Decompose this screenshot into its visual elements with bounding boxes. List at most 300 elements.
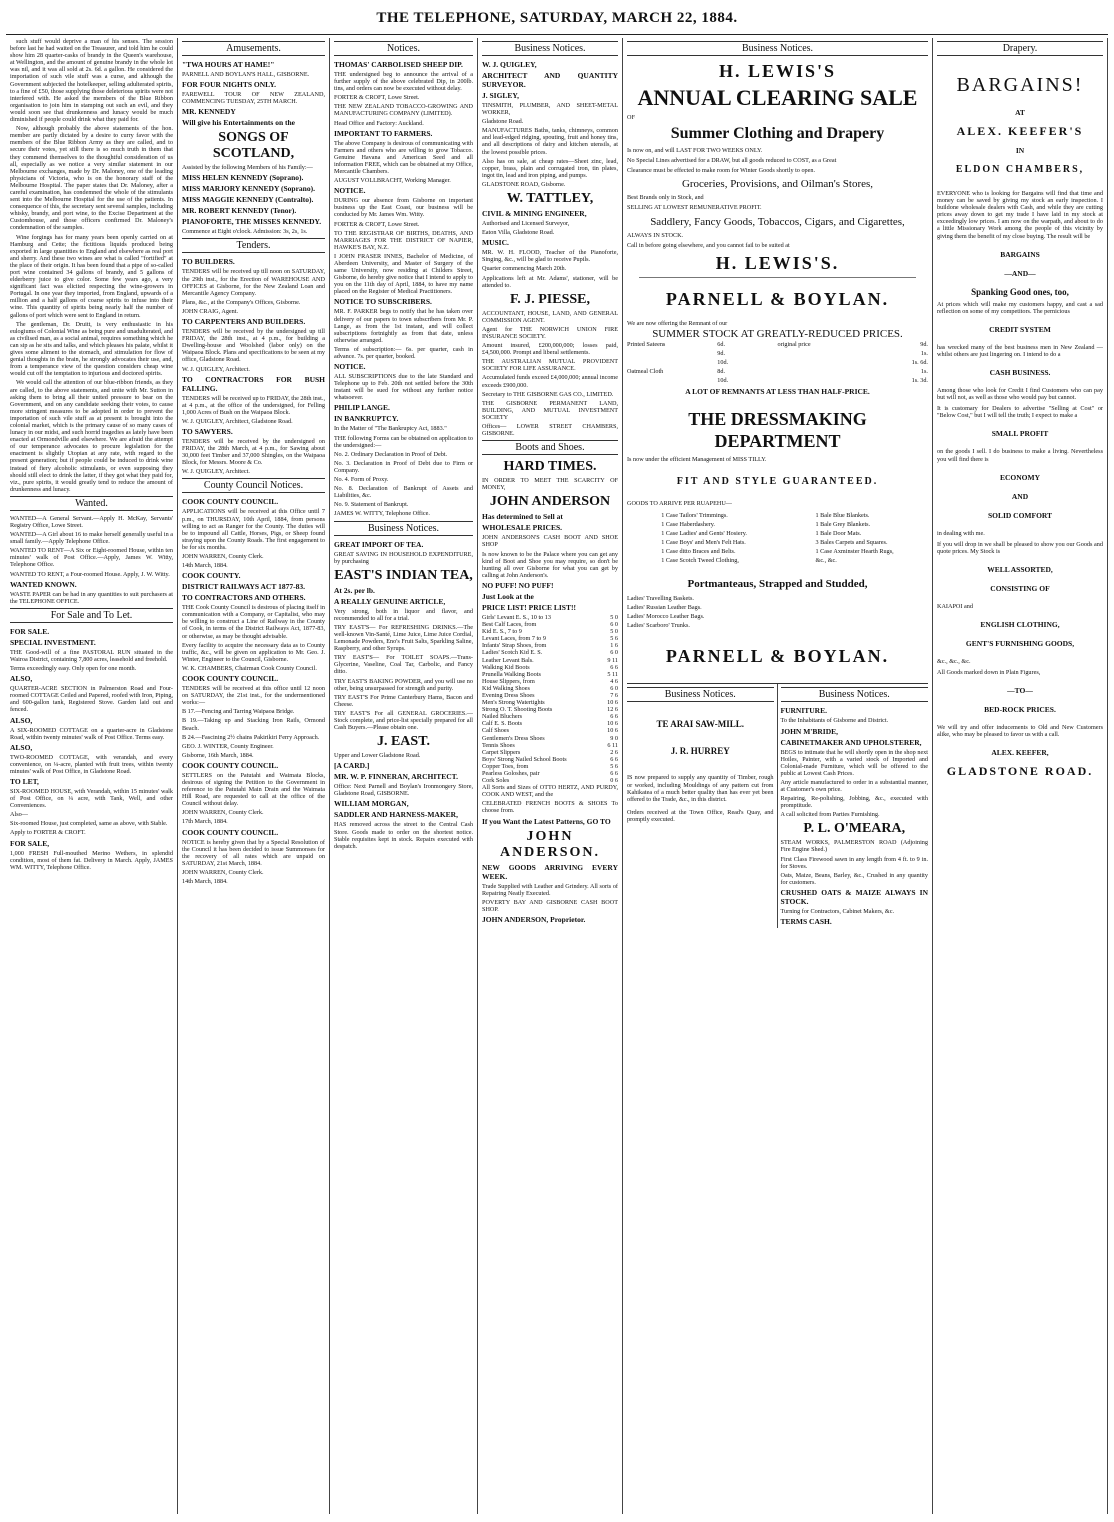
drapery-ad-line: ALEX. KEEFER, — [991, 748, 1049, 758]
price-value: 5 0 — [610, 628, 618, 636]
lewis-ad-line: Clearance must be effected to make room for Winter Goods shortly to open. — [627, 167, 816, 175]
column-drapery — [933, 38, 1108, 1514]
business-ad-line: Eaton Villa, Gladstone Road. — [482, 229, 555, 237]
price-row — [482, 657, 618, 664]
column-business — [478, 38, 623, 1514]
price-item: Walking Kid Boots — [482, 663, 530, 671]
section-county: County Council Notices. — [182, 478, 325, 493]
business-ad-line: Authorised and Licensed Surveyor, — [482, 220, 570, 228]
price-row — [482, 777, 618, 784]
drapery-ad-line: —TO— — [1007, 686, 1033, 696]
price-row — [482, 635, 618, 642]
county-notice: Gisborne, 16th March, 1884. — [182, 751, 254, 759]
county-notice: JOHN WARREN, County Clerk. — [182, 868, 264, 876]
drapery-ad-line: BED-ROCK PRICES. — [984, 705, 1056, 715]
sawmill-ad-line: TE ARAI SAW-MILL. — [656, 719, 744, 730]
drapery-ad-line: —AND— — [1004, 268, 1036, 278]
lewis-ad-line: SELLING AT LOWEST REMUNERATIVE PROFIT. — [627, 204, 762, 212]
furniture-ad-line: JOHN M'BRIDE, — [780, 726, 839, 736]
amusement-line: MR. ROBERT KENNEDY (Tenor). — [182, 206, 297, 216]
masthead: THE TELEPHONE, SATURDAY, MARCH 22, 1884. — [376, 10, 738, 26]
drapery-ad-line: GENT'S FURNISHING GOODS, — [965, 638, 1075, 648]
boots-ad-line: POVERTY BAY AND GISBORNE CASH BOOT SHOP. — [482, 898, 618, 913]
boots-ad-line: JOHN ANDERSON. — [499, 828, 601, 860]
price-item: Boys' Strong Nailed School Boots — [482, 755, 567, 763]
furniture-ad-line: Oats, Maize, Beans, Barley, &c., Crushed in any quantity for customers. — [780, 871, 928, 886]
price-item: Strong O. T. Shooting Boots — [482, 706, 553, 714]
tender-notice: TO BUILDERS. — [182, 257, 235, 267]
goods-item: 1 Case Tailors' Trimmings. — [661, 511, 728, 519]
amusement-line: PARNELL AND BOYLAN'S HALL, GISBORNE. — [182, 71, 310, 78]
column-notices — [330, 38, 478, 1514]
price-value: 10 6 — [607, 699, 618, 707]
card-ad-line: HAS removed across the street to the Central Cash Store. Goods made to order on the shortest notice. Stable requisites kept in stock. Repairs executed with despatch. — [334, 821, 473, 850]
classified-ad: THE Good-will of a fine PASTORAL RUN situated in the Wairoa District, containing 7,800 acres, leasehold and freehold. — [10, 648, 173, 663]
dressmaking-ad-line: THE DRESSMAKING DEPARTMENT — [688, 409, 867, 452]
drapery-ad-line: ENGLISH CLOTHING, — [980, 619, 1060, 629]
drapery-ad-line: If you will drop in we shall be pleased to show you our Goods and quote prices. My Stock is — [937, 540, 1103, 555]
sawmill-ad-line: Orders received at the Town Office, Read's Quay, and promptly executed. — [627, 808, 774, 823]
remnant-cell — [627, 359, 717, 366]
notice: DURING our absence from Gisborne on important business up the East Coast, our business will be conducted by Mr. James Wm. Witty. — [334, 197, 473, 219]
amusement-line: PIANOFORTE, THE MISSES KENNEDY. — [182, 217, 322, 227]
remnant-cell — [777, 350, 867, 357]
portmanteau-ad-line: Portmanteaus, Strapped and Studded, — [687, 578, 868, 591]
furniture-ad-line: First Class Firewood sawn in any length from 4 ft. to 9 in. for Stoves. — [780, 855, 928, 870]
tender-notice: JOHN CRAIG, Agent. — [182, 307, 239, 315]
county-notice: COOK COUNTY COUNCIL. — [182, 827, 279, 837]
portmanteau-ad-line: Ladies' Scarboro' Trunks. — [627, 622, 690, 630]
drapery-ad-line: At prices which will make my customers happy, and cast a sad reflection on some of my competitors. The pernicious — [937, 300, 1103, 315]
dressmaking-ad-line: Is now under the efficient Management of MISS TILLY. — [627, 456, 767, 464]
section-business: Business Notices. — [334, 521, 473, 536]
sawmill-ad-line: J. R. HURREY — [670, 746, 730, 757]
tea-ad-line: EAST'S INDIAN TEA, — [334, 567, 473, 583]
amusement-line: Commence at Eight o'clock. Admission: 3s, 2s, 1s. — [182, 228, 308, 236]
county-notice: JOHN WARREN, County Clerk. — [182, 809, 264, 817]
drapery-ad-line: EVERYONE who is looking for Bargains will find that time and money can be saved by giving my stock an early inspection. I buildone wholesale dealers with Cash, and while they are cutting prices away down to get my trade I have laid in my stock at exceedingly low prices. I am now on the warpath, and about to do a little Missionary Work among the people of this vicinity by giving them the benefit of my close buying. The result will be — [937, 190, 1103, 240]
goods-item: 1 Bale Blue Blankets. — [815, 511, 870, 519]
county-notice: B 19.—Taking up and Stacking Iron Rails, Ormond Beach. — [182, 717, 325, 732]
tender-notice: TENDERS will be received by the undersigned on FRIDAY, the 28th March, at 4 p.m., for Sawing about 30,000 feet Timber and 37,000 Shingles, on the Waipaoa Block, for Messrs. Moore & Co. — [182, 437, 325, 467]
amusement-line: "TWA HOURS AT HAME!" — [182, 60, 275, 69]
price-row — [482, 628, 618, 635]
remnant-cell: 1s. 3d. — [911, 377, 928, 385]
notice: THE undersigned beg to announce the arrival of a further supply of the above celebrated Dip, in 200lb. tins, and orders can now be executed without delay. — [334, 71, 473, 93]
article-paragraph: Wine forgings has for many years been openly carried on at Hamburg and Cette; the fictitious liquids produced being exported in large quantities to England and elsewhere as real port and sherry. And these two wines are what is called "fortified" at the place of their origin. It has been found that a pipe of so-called port wine contained 34 gallons of brandy, and 5 gallons of elderberry juice to give color. Some few years ago, a very significant fact was elicited respecting the wine-growers in Portugal. In one year they imported, from England, upwards of a million and a half gallons of coarse spirits to infuse into their wine. This quantity of spirits being nearly half the number of gallons of port which were sent to England in return. — [10, 233, 173, 319]
goods-item: 1 Case Ladies' and Gents' Hosiery. — [661, 529, 747, 537]
notice: THE following Forms can be obtained on application to the undersigned:— — [334, 434, 473, 449]
business-ad-line: Secretary to THE GISBORNE GAS CO., LIMITED. — [482, 390, 614, 398]
furniture-ad-line: Repairing, Re-polishing, Jobbing, &c., executed with promptitude. — [780, 795, 928, 810]
classified-ad: ALSO, — [10, 674, 33, 684]
price-value: 9 0 — [610, 734, 618, 742]
section-sale: For Sale and To Let. — [10, 608, 173, 623]
furniture-ad-line: TERMS CASH. — [780, 917, 832, 927]
drapery-ad-line: BARGAINS — [1000, 249, 1040, 259]
notice: In the Matter of "The Bankruptcy Act, 1883." — [334, 425, 447, 433]
price-row — [482, 756, 618, 763]
remnant-cell: 1s. — [920, 349, 928, 357]
price-item: Nailed Bluchers — [482, 713, 523, 721]
boots-ad-line: PRICE LIST! PRICE LIST!! — [482, 602, 576, 612]
section-tenders: Tenders. — [182, 238, 325, 253]
price-value: 4 6 — [610, 677, 618, 685]
notice: MR. F. PARKER begs to notify that he has taken over delivery of our papers to town subscribers from Mr. P. Lange, as from the 1st instant, and will collect subscriptions fortnightly as from that date, unless otherwise arranged. — [334, 308, 473, 344]
remnant-cell — [777, 368, 867, 375]
drapery-ad-line: We will try and offer inducements to Old and New Customers alike, who may be pleased to favor us with a call. — [937, 724, 1103, 739]
boots-ad-line: Has determined to Sell at — [482, 512, 563, 522]
column-amusements — [178, 38, 330, 1514]
notice: FORTER & CROFT, Lowe Street. — [334, 94, 420, 102]
dressmaking-ad-line: GOODS TO ARRIVE PER RUAPEHU— — [627, 500, 732, 508]
amusement-line: Will give his Entertainments on the — [182, 118, 295, 128]
price-row — [482, 749, 618, 756]
price-item: Copper Toes, from — [482, 762, 529, 770]
price-row — [482, 614, 618, 621]
classified-ad: Terms exceedingly easy. Only open for one month. — [10, 665, 137, 673]
boots-ad-line: CELEBRATED FRENCH BOOTS & SHOES To choose from. — [482, 800, 618, 815]
boots-ad-line: If you Want the Latest Patterns, GO TO — [482, 816, 611, 826]
classified-ad: TO LET, — [10, 776, 39, 786]
county-notice: B 24.—Fascining 2½ chains Pakirikiri Ferry Approach. — [182, 733, 320, 741]
notice: NOTICE TO SUBSCRIBERS. — [334, 297, 432, 307]
tender-notice: Plans, &c., at the Company's Offices, Gisborne. — [182, 298, 301, 306]
price-item: Pearless Goloshes, pair — [482, 770, 540, 777]
remnant-cell — [627, 350, 717, 357]
price-value: 2 6 — [610, 748, 618, 756]
tea-ad-line: A REALLY GENUINE ARTICLE, — [334, 596, 446, 606]
section-amusements: Amusements. — [182, 41, 325, 56]
remnant-cell — [777, 377, 867, 384]
price-value: 6 0 — [610, 621, 618, 629]
boots-ad-line: Just Look at the — [482, 591, 534, 601]
tender-notice: W. J. QUIGLEY, Architect, Gladstone Road. — [182, 417, 293, 425]
notice: NOTICE. — [334, 362, 366, 372]
business-ad-line: ACCOUNTANT, HOUSE, LAND, AND GENERAL COMMISSION AGENT. — [482, 309, 618, 324]
drapery-ad-line: IN — [1015, 146, 1025, 155]
dressmaking-ad-line: FIT AND STYLE GUARANTEED. — [676, 476, 879, 488]
tender-notice: TENDERS will be received up to FRIDAY, the 28th inst., at 4 p.m., at the office of the undersigned, for Felling 1,000 Acres of Bush on the Waipaoa Block. — [182, 394, 325, 416]
furniture-ad-line: BEGS to intimate that he will shortly open in the shop next Hoiles, Painter, with a varied stock of Imported and Colonial-made Furniture, which will be offered to the public at Lowest Cash Prices. — [780, 748, 928, 777]
notice: PHILIP LANGE. — [334, 403, 390, 413]
tender-notice: W. J. QUIGLEY, Architect. — [182, 468, 250, 476]
drapery-ad-line: Among those who look for Credit I find Customers who can pay but will not, as well as those who would pay but cannot. — [937, 387, 1103, 402]
drapery-ad-line: It is customary for Dealers to advertise "Selling at Cost" or "Below Cost," but I will tell the truth; I expect to make a — [937, 405, 1103, 420]
remnant-row — [627, 377, 928, 384]
price-row — [482, 678, 618, 685]
boots-ad-line: Trade Supplied with Leather and Grindery. All sorts of Repairing Neatly Executed. — [482, 882, 618, 897]
drapery-ad-line: CREDIT SYSTEM — [989, 324, 1051, 334]
lewis-ad-line: OF — [627, 114, 635, 121]
remnant-row — [627, 350, 928, 357]
tender-notice: TENDERS will be received by the undersigned up till FRIDAY, the 28th inst., at 4 p.m., for building a Dwelling-house and Woolshed (labor only) on the Waipaoa Block. Plans and specifications to be seen at my office, Gladstone Road. — [182, 328, 325, 364]
easts-ad-line: TRY EAST'S— For TOILET SOAPS.—Trans-Glycerine, Vaseline, Coal Tar, Carbolic, and Fancy ditto. — [334, 654, 473, 676]
county-notice: JOHN WARREN, County Clerk. — [182, 553, 264, 560]
price-item: Ladies' Scotch Kid E. S. — [482, 649, 543, 657]
classified-ad: WANTED—A Girl about 16 to make herself generally useful in a small family.—Apply Telephone Office. — [10, 531, 173, 546]
business-ad-line: W. J. QUIGLEY, — [482, 60, 537, 69]
remnant-cell — [627, 377, 717, 384]
price-row — [482, 642, 618, 649]
price-value: 0 6 — [610, 777, 618, 785]
remnant-cell — [777, 359, 867, 366]
lewis-ad-line: Summer Clothing and Drapery — [670, 125, 885, 143]
classified-ad: QUARTER-ACRE SECTION in Palmerston Road and Four-roomed COTTAGE Ceiled and Papered, roofed with Iron, Piping, and 600-gallon tank, Registered Stove. Garden laid out and fenced. — [10, 685, 173, 714]
county-notice: TENDERS will be received at this office until 12 noon on SATURDAY, the 21st inst., for the undermentioned works:— — [182, 685, 325, 707]
article-paragraph: such stuff would deprive a man of his senses. The session before last he had waited on the Treasurer, and told him he could show him 28 quarter-casks of brandy in the Queen's warehouse, at Wellington, and the amount of genuine brandy in the whole lot was nil, and it was all sold at 2s. 6d. a gallon. He considered the importation of such vile stuff was a curse, and although the Government subjected the hotelkeeper, selling adulterated spirits, to a fine of £50, those supplying those deleterious spirits were not interfered with. He asked the members of the Blue Ribbon organisation to join him in stamping out such an evil, and they would soon see that drunkenness and lunacy would be much diminished if people could drink what they paid for. — [10, 38, 173, 124]
card-ad-line: SADDLER AND HARNESS-MAKER, — [334, 810, 458, 820]
business-ad-line: Applications left at Mr. Adams', stationer, will be attended to. — [482, 274, 618, 289]
furniture-ad-line: A call solicited from Parties Furnishing. — [780, 811, 880, 819]
business-ad-line: Quarter commencing March 20th. — [482, 265, 567, 273]
furniture-ad-line: P. L. O'MEARA, — [803, 821, 906, 837]
lewis-ad-line: Call in before going elsewhere, and you cannot fail to be suited at — [627, 241, 790, 249]
boots-ad-line: IN ORDER TO MEET THE SCARCITY OF MONEY, — [482, 477, 618, 492]
parnell-ad-line: PARNELL & BOYLAN. — [665, 288, 890, 309]
price-item: House Slippers, from — [482, 677, 535, 685]
price-item: Tennis Shoes — [482, 741, 515, 749]
goods-item: 3 Bales Carpets and Squares. — [815, 538, 888, 546]
goods-item: 1 Bale Grey Blankets. — [815, 520, 871, 528]
price-value: 6 11 — [607, 741, 618, 749]
card-ad-line: Office: Next Parnell and Boylan's Ironmongery Store, Gladstone Road, GISBORNE. — [334, 783, 473, 798]
business-ad-line: Also has on sale, at cheap rates—Sheet zinc, lead, copper, brass, plain and corrugated iron, tin plates, ingot tin, lead and iron piping, and pumps. — [482, 157, 618, 179]
tender-notice: TO CARPENTERS AND BUILDERS. — [182, 317, 306, 327]
notice: FORTER & CROFT, Lowe Street. — [334, 220, 420, 228]
price-item: Calf E. S. Boots — [482, 720, 523, 728]
business-ad-line: MUSIC. — [482, 238, 509, 248]
remnant-cell: original price — [777, 340, 811, 348]
drapery-ad-line: on the goods I sell. I do business to make a living. Nevertheless you will find there is — [937, 448, 1103, 463]
price-row — [482, 685, 618, 692]
price-value: 6 6 — [610, 770, 618, 777]
notice: No. 3. Declaration in Proof of Debt due to Firm or Company. — [334, 459, 473, 474]
section-business-3: Business Notices. — [627, 41, 928, 56]
business-ad-line: F. J. PIESSE, — [509, 291, 590, 307]
drapery-ad-line: CONSISTING OF — [990, 583, 1050, 593]
business-ad-line: MR. W. H. FLOOD, Teacher of the Pianoforte, Singing, &c., will be glad to receive Pupils. — [482, 249, 618, 264]
tea-ad-line: GREAT IMPORT OF TEA. — [334, 539, 424, 549]
business-ad-line: CIVIL & MINING ENGINEER, — [482, 209, 587, 219]
portmanteau-ad-line: PARNELL & BOYLAN. — [665, 646, 890, 667]
tea-ad-line: At 2s. per lb. — [334, 585, 375, 595]
price-value: 6 6 — [610, 663, 618, 671]
classified-ad: WANTED TO RENT, a Four-roomed House. Apply, J. W. Witty. — [10, 570, 170, 578]
easts-ad-line: TRY EAST'S— For REFRESHING DRINKS.—The well-known Vin-Santé, Lime Juice, Lime Juice Cordial, Lemonade Powders, Eno's Fruit Salts, Sparkling Saline, Raspberry, and other Syrups. — [334, 623, 473, 653]
notice: The above Company is desirous of communicating with Farmers and others who are willing to grow Tobacco. Genuine Havana and American Seed and all information FREE, which can be obtained at my Office, Mercantile Chambers. — [334, 139, 473, 176]
amusement-line: MISS MARJORY KENNEDY (Soprano). — [182, 184, 315, 194]
county-notice: B 17.—Fencing and Tarring Waipaoa Bridge. — [182, 708, 295, 716]
notice: THE NEW ZEALAND TOBACCO-GROWING AND MANUFACTURING COMPANY (LIMITED). — [334, 103, 473, 118]
section-business-2: Business Notices. — [482, 41, 618, 56]
furniture-ad-line: Any article manufactured to order in a substantial manner, at Customer's own price. — [780, 778, 928, 793]
goods-item: 1 Case ditto Braces and Belts. — [661, 547, 736, 555]
price-row — [482, 649, 618, 656]
drapery-ad-line: Spanking Good ones, too, — [971, 286, 1069, 297]
boots-ad-line: JOHN ANDERSON, Proprietor. — [482, 914, 586, 924]
county-notice: 14th March, 1884. — [182, 878, 228, 885]
price-row — [482, 727, 618, 734]
price-row — [482, 742, 618, 749]
county-notice: COOK COUNTY. — [182, 571, 241, 581]
classified-ad: FOR SALE, — [10, 838, 50, 848]
sawmill-ad-line: IS now prepared to supply any quantity of Timber, rough or worked, including Mouldings of any pattern cut from Kahikatea of a much better quality than has ever yet been offered to the Trade, &c., in this district. — [627, 774, 774, 803]
remnant-cell: Oatmeal Cloth — [627, 368, 664, 376]
lewis-ad-line: H. LEWIS'S — [718, 61, 837, 81]
remnant-row — [627, 341, 928, 348]
county-notice: Every facility to acquire the necessary data as to County traffic, &c., will be given on application to Mr. Geo. J. Winter, Engineer to the Council, Gisborne. — [182, 641, 325, 663]
drapery-ad-line: WELL ASSORTED, — [987, 564, 1053, 574]
drapery-ad-line: SMALL PROFIT — [991, 429, 1049, 439]
classified-ad: Apply to FORTER & CROFT. — [10, 829, 86, 837]
lewis-ad-line: No Special Lines advertised for a DRAW, but all goods reduced to COST, as a Great — [627, 157, 837, 165]
amusement-line: Assisted by the following Members of his Family:— — [182, 164, 313, 172]
classified-ad: SIX-ROOMED HOUSE, with Verandah, within 15 minutes' walk of Post Office, on ¼ acre, with Tank, Well, and other Conveniences. — [10, 787, 173, 810]
classified-ad: Six-roomed House, just completed, same as above, with Stable. — [10, 820, 168, 828]
classified-ad: FOR SALE. — [10, 626, 50, 636]
furniture-ad-line: STEAM WORKS, PALMERSTON ROAD (Adjoining Fire Engine Shed.) — [780, 839, 928, 854]
furniture-ad-line: FURNITURE. — [780, 706, 827, 716]
drapery-ad-line: GLADSTONE ROAD. — [946, 764, 1094, 779]
notice: Terms of subscription:— 6s. per quarter, cash in advance. 7s. per quarter, booked. — [334, 345, 473, 360]
county-notice: APPLICATIONS will be received at this Office until 7 p.m., on THURSDAY, 10th April, 1884, from persons willing to act as Ranger for the County. The duties will be to impound all Cattle, Horses, Pigs, or Sheep found straying upon the County Roads. The first engagement to be for six months. — [182, 508, 325, 551]
boots-ad-line: WHOLESALE PRICES. — [482, 523, 563, 533]
lewis-ad-line: Groceries, Provisions, and Oilman's Stores, — [681, 178, 874, 191]
business-ad-line: ARCHITECT AND QUANTITY SURVEYOR. — [482, 71, 618, 89]
article-paragraph: We would call the attention of our blue-ribbon friends, as they are called, to the above statements, and unite with Mr. Sutton in asking them to bring all their united pressure to bear on the Government, and on any candidate seeking their votes, to cause more stringent measures to be adopted in order to prevent the importation of such vile stuff as at present is brought into the colonial market, which is the primary cause of so many cases of lunacy in our midst, and such horrid tragedies as lately have been enacted at Ormondville and elsewhere. We are afraid the attempt of our temperance advocates to procure legislation for the enactment is slightly Utopian at any rate, with regard to the present generation; but if people could be induced to drink wine instead of fiery alcoholic stimulants, or even supposing they should still elect to drink the latter, if they got what they paid for, viz., pure spirits, it would greatly tend to reduce the amount of drunkenness and lunacy. — [10, 379, 173, 493]
county-notice: 17th March, 1884. — [182, 818, 228, 826]
drapery-ad-line: ELDON CHAMBERS, — [955, 164, 1085, 175]
county-notice: COOK COUNTY COUNCIL. — [182, 497, 279, 507]
amusement-line: FOR FOUR NIGHTS ONLY. — [182, 80, 277, 90]
notice: NOTICE. — [334, 186, 366, 196]
lewis-ad-line: ANNUAL CLEARING SALE — [637, 85, 918, 110]
drapery-ad-line: AND — [1011, 491, 1029, 501]
boots-ad-line: All Sorts and Sizes of OTTO HERTZ, AND PURDY, COOK AND WEST, and the — [482, 784, 618, 799]
furniture-ad-line: Turning for Contractors, Cabinet Makers, &c. — [780, 907, 895, 915]
price-item: Cork Soles — [482, 777, 510, 785]
notice: No. 2. Ordinary Declaration in Proof of Debt. — [334, 450, 448, 458]
drapery-ad-line: KAIAPOI and — [937, 602, 973, 610]
county-notice: THE Cook County Council is desirous of placing itself in communication with a Company, or Capitalist, who may be willing to construct a Line of Railway in the County of Cook, in terms of the District Railways Act, 1877-83, or otherwise, as may be thought advisable. — [182, 604, 325, 640]
furniture-ad-line: Business Notices. — [781, 687, 929, 702]
amusement-line: MR. KENNEDY — [182, 107, 236, 117]
boots-ad-line: NO PUFF! NO PUFF! — [482, 580, 554, 590]
classified-ad: TWO-ROOMED COTTAGE, with verandah, and every convenience, on ¼-acre, planted with fruit trees, within twenty minutes' walk of Post Office, in Gladstone Road. — [10, 753, 173, 775]
drapery-ad-line: CASH BUSINESS. — [989, 368, 1051, 378]
price-item: Best Calf Laces, from — [482, 621, 537, 629]
card-ad-line: MR. W. P. FINNERAN, ARCHITECT. — [334, 772, 458, 782]
remnant-cell: 10d. — [717, 359, 729, 367]
notice: THOMAS' CARBOLISED SHEEP DIP. — [334, 60, 463, 69]
price-value: 5 6 — [610, 635, 618, 643]
county-notice: 14th March, 1884. — [182, 562, 228, 570]
notice: I JOHN FRASER INNES, Bachelor of Medicine, of Aberdeen University, and Master of Surgery of the same University, now residing at Childers Street, Gisborne, do hereby give notice that I intend to apply to you on the 11th day of April, 1884, to have my name placed on the Register of Medical Practitioners. — [334, 252, 473, 296]
goods-list — [816, 510, 894, 567]
classified-ad: ALSO, — [10, 742, 33, 752]
notice: Head Office and Factory: Auckland. — [334, 119, 424, 127]
classified-ad: WANTED KNOWN. — [10, 579, 77, 589]
price-value: 6 0 — [610, 684, 618, 692]
remnant-row — [627, 359, 928, 366]
notice: No. 8. Declaration of Bankrupt of Assets and Liabilities, &c. — [334, 485, 473, 500]
section-wanted: Wanted. — [10, 496, 173, 511]
goods-item: 1 Case Boys' and Men's Felt Hats. — [661, 538, 746, 546]
furniture-ad-line: CABINETMAKER AND UPHOLSTERER, — [780, 737, 922, 747]
price-row — [482, 621, 618, 628]
furniture-ad-line: CRUSHED OATS & MAIZE ALWAYS IN STOCK. — [780, 887, 928, 906]
classified-ad: 1,000 FRESH Full-mouthed Merino Wethers, in splendid condition, most of them fat. Delivery in March. Apply, JAMES WM. WITTY, Telephone Office. — [10, 849, 173, 871]
section-notices: Notices. — [334, 41, 473, 56]
drapery-ad-line: SOLID COMFORT — [987, 510, 1053, 520]
goods-item: 1 Bale Door Mats. — [815, 529, 862, 537]
remnant-cell: 1s. 6d. — [911, 359, 928, 367]
price-row — [482, 763, 618, 770]
price-value: 10 6 — [607, 720, 618, 728]
county-notice: COOK COUNTY COUNCIL. — [182, 760, 279, 770]
price-row — [482, 770, 618, 777]
notice: IMPORTANT TO FARMERS. — [334, 128, 433, 138]
notice: No. 9. Statement of Bankrupt. — [334, 501, 409, 509]
remnant-cell: 9d. — [717, 349, 726, 357]
boots-ad-line: JOHN ANDERSON — [489, 494, 611, 510]
drapery-ad-line: has wrecked many of the best business men in New Zealand — whilst others are just lingering on. I intend to do a — [937, 343, 1103, 358]
price-item: Carpet Slippers — [482, 748, 521, 756]
goods-list — [661, 510, 747, 567]
card-ad-line: WILLIAM MORGAN, — [334, 799, 409, 809]
remnant-cell: 9d. — [920, 340, 928, 348]
price-item: Evening Dress Shoes — [482, 691, 535, 699]
classified-ad: WANTED TO RENT—A Six or Eight-roomed House, within ten minutes' walk of Post Office.—Apply, James W. Witty, Telephone Office. — [10, 547, 173, 569]
price-row — [482, 735, 618, 742]
business-ad-line: Gladstone Road. — [482, 118, 524, 126]
portmanteau-ad-line: Ladies' Russian Leather Bags. — [627, 604, 702, 612]
price-row — [482, 706, 618, 713]
drapery-ad-line: in dealing with me. — [937, 529, 985, 537]
boots-ad-line: Is now known to be the Palace where you can get any kind of Boot and Shoe you may require, so don't be hunting all over Gisborne for what you can get by calling at John Anderson's. — [482, 550, 618, 579]
price-value: 12 6 — [607, 706, 618, 714]
column-display-ads — [623, 38, 933, 1514]
notice: IN BANKRUPTCY. — [334, 414, 399, 424]
remnant-row — [627, 368, 928, 375]
goods-item: 1 Case Scotch Tweed Clothing, — [661, 556, 739, 564]
lewis-ad-line: Saddlery, Fancy Goods, Tobaccos, Cigars, and Cigarettes, — [650, 215, 905, 228]
business-ad-line: Agent for THE NORWICH UNION FIRE INSURANCE SOCIETY. — [482, 325, 618, 340]
boots-ad-line: HARD TIMES. — [503, 459, 597, 475]
article-paragraph: Now, although probably the above statements of the hon. member are partly dictated by a desire to curry favor with the members of the Blue Ribbon Army as they are called, and to secure their votes, yet still there is so much truth in them that they commend themselves to the thoughtful consideration of us all, especially as we notice a very similar statement in our Melbourne exchanges, made by Dr. Maloney, one of the leading physicians of Victoria, who is on the honorary staff of the Melbourne Hospital. The paper states that Dr. Maloney, after a careful examination, has condemned the whole of the stimulants sent into the Melbourne Hospital for the use of the patients. In consequence of this, the secretary sent several samples, including whisky, brandy, and port wine, to the Excise Department at the Customhouse, and those officers confirmed Dr. Maloney's condemnation of the samples. — [10, 125, 173, 232]
price-value: 9 11 — [607, 656, 618, 664]
parnell-ad-line: We are now offering the Remnant of our — [627, 319, 728, 327]
classified-ad: WANTED—A General Servant.—Apply H. McKay, Servants' Registry Office, Lowe Street. — [10, 514, 173, 529]
county-notice: TO CONTRACTORS AND OTHERS. — [182, 593, 306, 603]
drapery-ad-line: ECONOMY — [1000, 472, 1040, 482]
lewis-ad-line: Best Brands only in Stock, and — [627, 194, 704, 202]
furniture-ad-line: To the Inhabitants of Gisborne and District. — [780, 717, 889, 725]
sawmill-ad-line: Business Notices. — [627, 687, 774, 702]
county-notice: SETTLERS on the Patutahi and Waimata Blocks, desirous of signing the Petition to the Government in reference to the Patutahi Main Drain and the Waimata Hill Road, are requested to call at the office of the Council without delay. — [182, 771, 325, 808]
price-item: Levant Laces, from 7 to 9 — [482, 635, 546, 643]
business-ad-line: J. SIGLEY, — [482, 91, 520, 100]
goods-item: 1 Case Haberdashery. — [661, 520, 715, 528]
notice: TO THE REGISTRAR OF BIRTHS, DEATHS, AND MARRIAGES FOR THE DISTRICT OF NAPIER, HAWKE'S BAY, N.Z. — [334, 229, 473, 251]
boots-ad-line: NEW GOODS ARRIVING EVERY WEEK. — [482, 862, 618, 881]
notice: ALL SUBSCRIPTIONS due to the late Standard and Telephone up to Feb. 20th not settled before the 30th instant will be sued for without any further notice whatsoever. — [334, 373, 473, 402]
parnell-ad-line: SUMMER STOCK AT GREATLY-REDUCED PRICES. — [652, 327, 903, 340]
drapery-ad-line: ALEX. KEEFER'S — [956, 124, 1084, 138]
easts-ad-line: TRY EAST'S For all GENERAL GROCERIES.—Stock complete, and price-list specially prepared for all Cash Buyers.—Please obtain one. — [334, 709, 473, 732]
price-row — [482, 671, 618, 678]
